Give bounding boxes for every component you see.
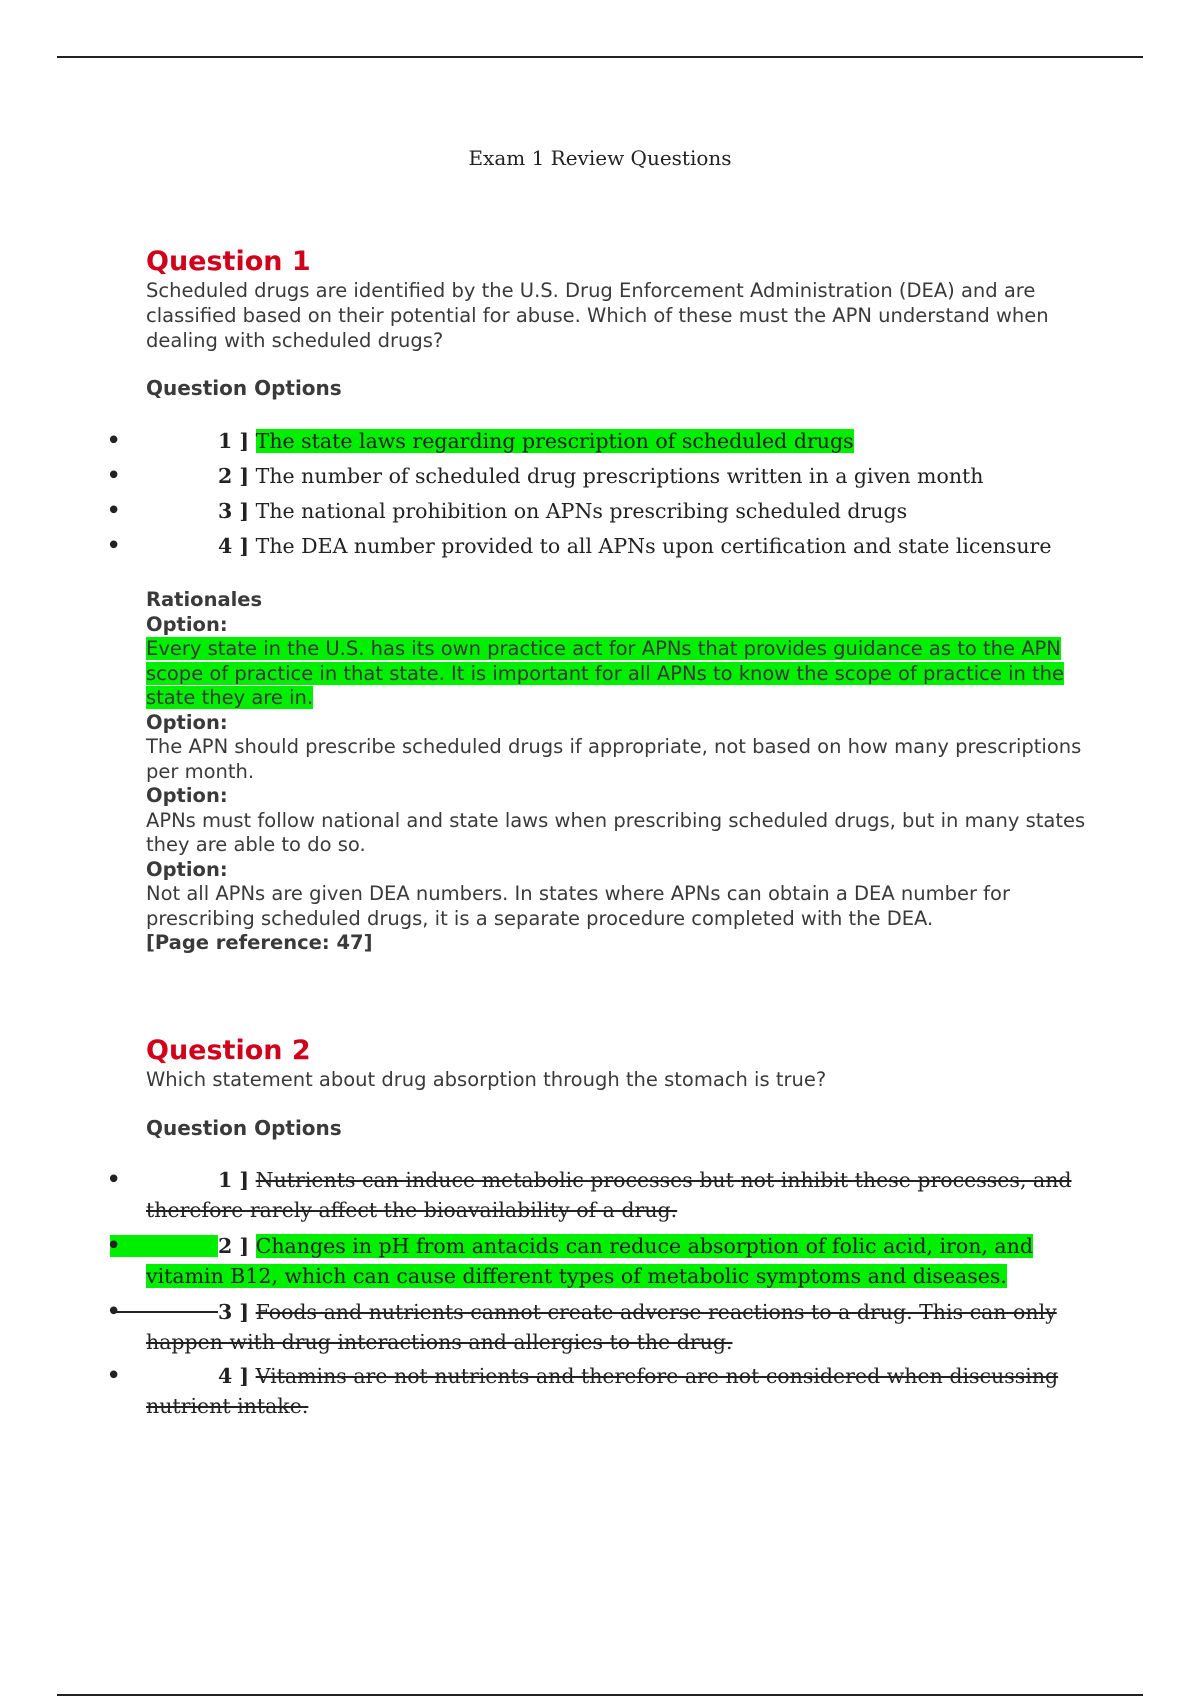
option-text: Foods and nutrients cannot create adverse reactions to a drug. This can only happen with drug interactions and allergies to the drug. [146,1300,1057,1354]
bullet-highlight [110,1235,218,1257]
options-list [0,1165,1200,1425]
option-text: Nutrients can induce metabolic processes but not inhibit these processes, and therefore rarely affect the bioavailability of a drug. [146,1168,1072,1222]
option-text: Changes in pH from antacids can reduce absorption of folic acid, iron, and vitamin B12, which can cause different types of metabolic symptoms and diseases. [146,1234,1033,1288]
options-heading: Question Options [146,376,342,400]
option-number: 2 ] [218,1234,250,1258]
option-text: The national prohibition on APNs prescribing scheduled drugs [255,499,908,523]
rationale-text: Every state in the U.S. has its own practice act for APNs that provides guidance as to the APN scope of practice in that state. It is important for all APNs to know the scope of practice in the state they are in. [146,637,1065,709]
question-text: Which statement about drug absorption through the stomach is true? [146,1068,827,1091]
bullet-icon: • [106,531,122,561]
options-heading: Question Options [146,1116,342,1140]
page-reference: [Page reference: 47] [146,931,373,954]
option-number: 1 ] [218,1168,250,1192]
question-2 [106,1035,1086,1418]
bullet-strike-line [112,1311,218,1313]
rationale-text: Not all APNs are given DEA numbers. In states where APNs can obtain a DEA number for prescribing scheduled drugs, it is a separate procedure completed with the DEA. [146,882,1010,930]
bullet-icon: • [106,1361,122,1391]
option-text: The DEA number provided to all APNs upon certification and state licensure [255,534,1052,558]
option-item[interactable] [0,496,1200,531]
option-text: Vitamins are not nutrients and therefore are not considered when discussing nutrient intake. [146,1364,1059,1418]
footer-rule [57,1694,1143,1696]
options-list [0,426,1200,566]
bullet-icon: • [106,1297,122,1327]
option-label: Option: [146,710,228,734]
question-text: Scheduled drugs are identified by the U.S. Drug Enforcement Administration (DEA) and are classified based on their potential for abuse. Which of these must the APN understand when dealing with scheduled drugs? [146,279,1049,352]
option-item[interactable] [0,426,1200,461]
rationales-heading: Rationales [146,588,263,611]
bullet-icon: • [106,1165,122,1195]
question-heading: Question 1 [146,246,311,277]
option-label: Option: [146,857,228,881]
document-title: Exam 1 Review Questions [468,146,732,170]
bullet-icon: • [106,496,122,526]
rationale-text: The APN should prescribe scheduled drugs if appropriate, not based on how many prescriptions per month. [146,735,1082,783]
bullet-icon: • [106,1231,122,1261]
option-item[interactable] [0,1361,1200,1425]
header-rule [57,56,1143,58]
option-label: Option: [146,612,228,636]
rationales [146,588,1086,956]
option-number: 4 ] [218,1364,250,1388]
option-number: 3 ] [218,1300,250,1324]
question-1 [106,246,1086,954]
option-text: The number of scheduled drug prescriptions written in a given month [255,464,984,488]
option-item[interactable] [0,1297,1200,1361]
question-heading: Question 2 [146,1035,311,1066]
option-number: 2 ] [218,464,250,488]
option-text: The state laws regarding prescription of scheduled drugs [255,429,854,453]
rationale-text: APNs must follow national and state laws when prescribing scheduled drugs, but in many states they are able to do so. [146,808,1086,856]
option-number: 4 ] [218,534,250,558]
bullet-icon: • [106,461,122,491]
option-item[interactable] [0,1165,1200,1231]
option-number: 3 ] [218,499,250,523]
option-item[interactable] [0,1231,1200,1297]
option-label: Option: [146,784,228,807]
option-number: 1 ] [218,429,250,453]
option-item[interactable] [0,531,1200,566]
bullet-icon: • [106,426,122,456]
option-item[interactable] [0,461,1200,496]
